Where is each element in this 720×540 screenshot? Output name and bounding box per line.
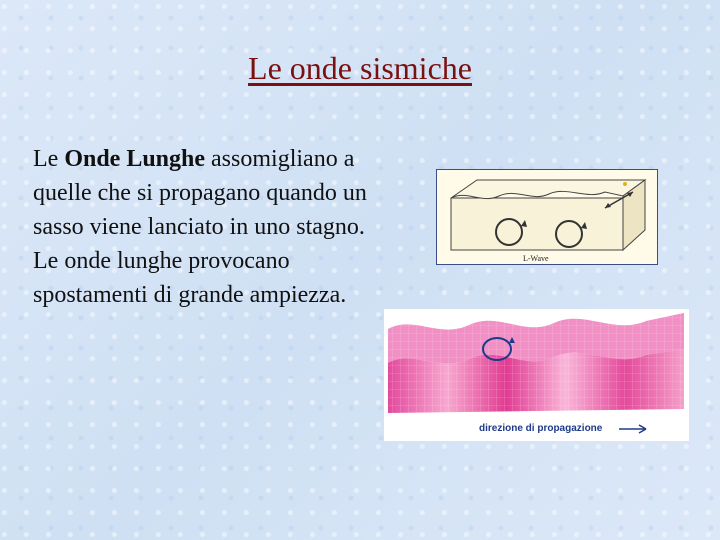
paragraph-2: Le onde lunghe provocano spostamenti di grande ampiezza.: [33, 248, 347, 308]
paragraph-1-prefix: Le: [33, 146, 65, 172]
l-wave-figure: [436, 169, 658, 265]
l-wave-label: L-Wave: [523, 254, 549, 263]
slide-title: Le onde sismiche: [248, 50, 472, 86]
propagation-figure: [384, 309, 689, 441]
l-wave-diagram: [437, 170, 659, 266]
slide-body: [33, 142, 368, 312]
paragraph-1-bold: Onde Lunghe: [64, 146, 206, 172]
propagation-label: direzione di propagazione: [479, 423, 603, 434]
paragraph-1: [33, 142, 368, 244]
surface-wave-diagram: [384, 309, 689, 441]
paragraph-1-rest: assomigliano a quelle che si propagano quando un sasso viene lanciato in uno stagno.: [33, 146, 367, 240]
